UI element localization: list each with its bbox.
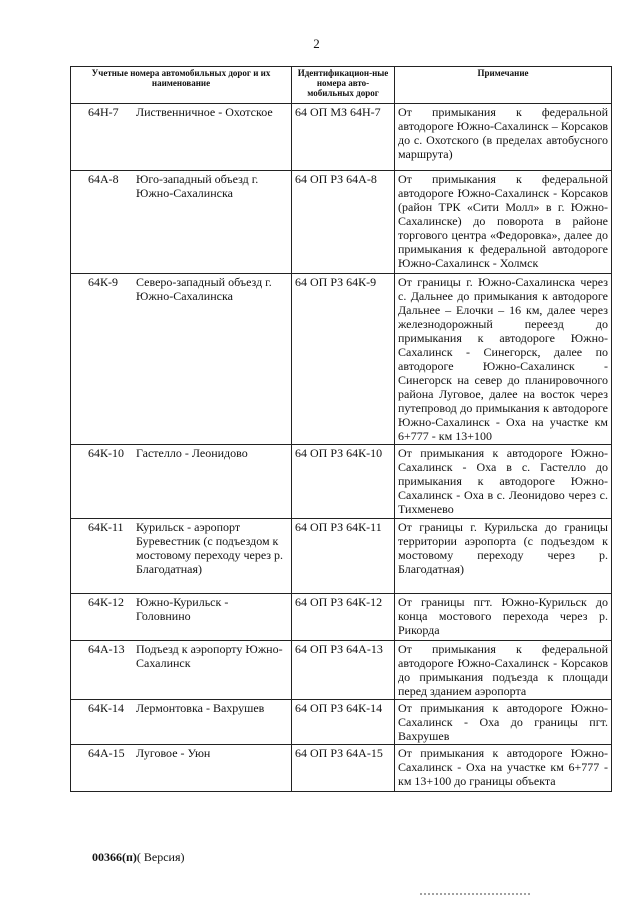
road-name: Южно-Курильск - Головнино [136,595,229,623]
road-id: 64 ОП РЗ 64К-9 [292,274,395,445]
road-cell [71,445,292,519]
table-row [71,274,612,445]
table-row [71,171,612,274]
road-note: От границы г. Курильска до границы территории аэропорта (с подъездом к мостовому переходу через р. Благодатная) [395,519,612,594]
document-code [92,850,185,865]
road-id: 64 ОП МЗ 64Н-7 [292,104,395,171]
scan-artifact [420,893,530,901]
road-id: 64 ОП РЗ 64К-10 [292,445,395,519]
road-id: 64 ОП РЗ 64А-13 [292,641,395,700]
road-cell [71,745,292,792]
road-code: 64К-11 [88,520,124,534]
road-cell [71,274,292,445]
road-cell [71,594,292,641]
road-name: Гастелло - Леонидово [136,446,248,460]
road-id: 64 ОП РЗ 64А-15 [292,745,395,792]
road-note: От примыкания к автодороге Южно-Сахалинск - Оха на участке км 6+777 - км 13+100 до границы объекта [395,745,612,792]
road-name: Юго-западный объезд г. Южно-Сахалинска [136,172,259,200]
table-row [71,641,612,700]
table-row [71,519,612,594]
road-note: От примыкания к федеральной автодороге Южно-Сахалинск - Корсаков до примыкания подъезда к площади перед зданием аэропорта [395,641,612,700]
road-code: 64А-13 [88,642,125,656]
road-code: 64К-10 [88,446,124,460]
road-cell [71,700,292,745]
road-code: 64Н-7 [88,105,119,119]
road-name: Лиственничное - Охотское [136,105,273,119]
road-id: 64 ОП РЗ 64А-8 [292,171,395,274]
road-name: Лермонтовка - Вахрушев [136,701,265,715]
road-note: От примыкания к автодороге Южно-Сахалинск - Оха до границы пгт. Вахрушев [395,700,612,745]
document-code-number: 00366(п) [92,850,137,864]
table-row [71,445,612,519]
road-name: Луговое - Уюн [136,746,211,760]
roads-table [70,66,612,792]
road-cell [71,641,292,700]
road-cell [71,519,292,594]
road-cell [71,104,292,171]
table-header-row [71,67,612,104]
table-row [71,700,612,745]
road-note: От границы г. Южно-Сахалинска через с. Дальнее до примыкания к автодороге Дальнее – Елочки – 16 км, далее через железнодорожный переезд до примыкания к автодороге Южно-Сахалинск - Синегорск, далее по автодороге Южно-Сахалинск - Синегорск на север до планировочного района Луговое, далее на восток через путепровод до примыкания к автодороге Южно-Сахалинск - Оха на участке км 6+777 - км 13+100 [395,274,612,445]
header-road-name: Учетные номера автомобильных дорог и их наименование [71,67,292,104]
document-version: ( Версия) [136,850,185,864]
road-name: Подъезд к аэропорту Южно-Сахалинск [136,642,283,670]
table-row [71,104,612,171]
page-number: 2 [313,36,320,51]
road-code: 64А-8 [88,172,119,186]
road-note: От примыкания к автодороге Южно-Сахалинск - Оха в с. Гастелло до примыкания к автодороге Южно-Сахалинск - Оха в с. Леонидово через с. Тихменево [395,445,612,519]
road-id: 64 ОП РЗ 64К-11 [292,519,395,594]
header-road-id: Идентификацион-ные номера авто-мобильных дорог [292,67,395,104]
road-name: Северо-западный объезд г. Южно-Сахалинска [136,275,272,303]
table-row [71,594,612,641]
road-code: 64А-15 [88,746,125,760]
table-row [71,745,612,792]
road-code: 64К-9 [88,275,118,289]
road-note: От примыкания к федеральной автодороге Южно-Сахалинск – Корсаков до с. Охотского (в пределах автобусного маршрута) [395,104,612,171]
road-id: 64 ОП РЗ 64К-14 [292,700,395,745]
road-id: 64 ОП РЗ 64К-12 [292,594,395,641]
road-cell [71,171,292,274]
road-note: От границы пгт. Южно-Курильск до конца мостового перехода через р. Рикорда [395,594,612,641]
road-note: От примыкания к федеральной автодороге Южно-Сахалинск - Корсаков (район ТРК «Сити Молл» в г. Южно-Сахалинске) до поворота в районе торгового центра «Федоровка», далее до примыкания к федеральной автодороге Южно-Сахалинск - Холмск [395,171,612,274]
road-code: 64К-12 [88,595,124,609]
road-name: Курильск - аэропорт Буревестник (с подъездом к мостовому переходу через р. Благодатная) [136,520,284,576]
header-note: Примечание [395,67,612,104]
road-code: 64К-14 [88,701,124,715]
